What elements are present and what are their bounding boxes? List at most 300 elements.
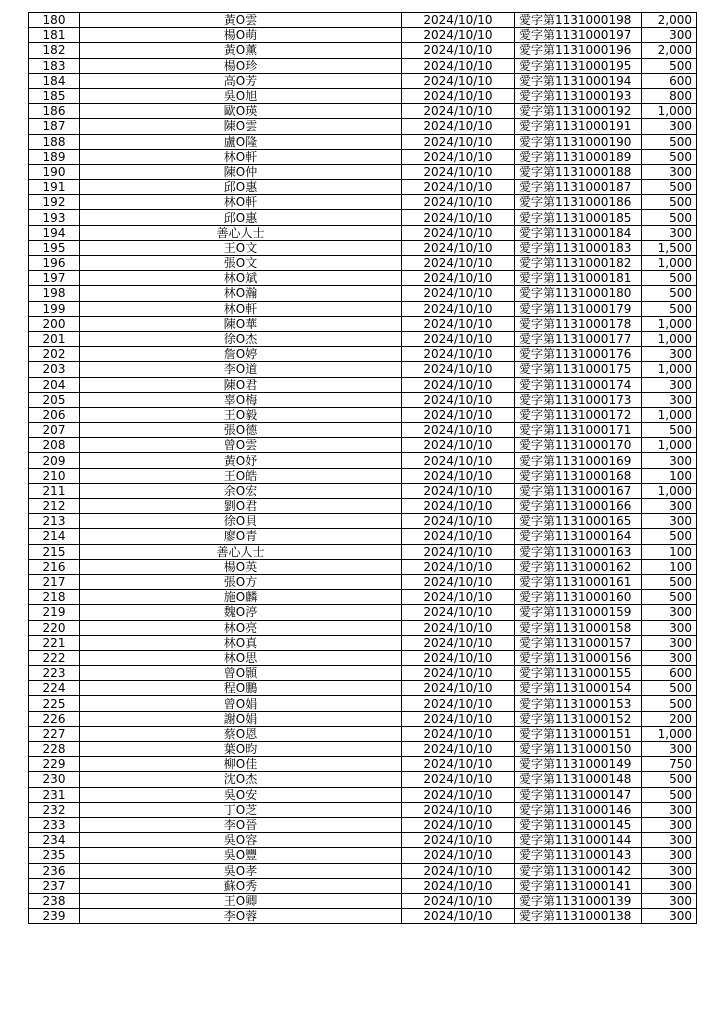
donation-date: 2024/10/10 xyxy=(402,58,515,73)
donation-date: 2024/10/10 xyxy=(402,620,515,635)
donor-name: 陳O華 xyxy=(80,316,402,331)
row-number: 182 xyxy=(29,43,80,58)
donation-amount: 500 xyxy=(642,58,697,73)
row-number: 223 xyxy=(29,666,80,681)
table-row xyxy=(29,878,697,893)
donor-name: 吳O豐 xyxy=(80,848,402,863)
receipt-number: 愛字第1131000138 xyxy=(515,909,642,924)
donor-name: 黃O妤 xyxy=(80,453,402,468)
row-number: 231 xyxy=(29,787,80,802)
row-number: 225 xyxy=(29,696,80,711)
table-row xyxy=(29,43,697,58)
row-number: 218 xyxy=(29,590,80,605)
receipt-number: 愛字第1131000139 xyxy=(515,893,642,908)
donation-amount: 300 xyxy=(642,817,697,832)
receipt-number: 愛字第1131000180 xyxy=(515,286,642,301)
donation-amount: 500 xyxy=(642,286,697,301)
donation-amount: 300 xyxy=(642,347,697,362)
receipt-number: 愛字第1131000153 xyxy=(515,696,642,711)
donation-date: 2024/10/10 xyxy=(402,256,515,271)
donation-date: 2024/10/10 xyxy=(402,225,515,240)
receipt-number: 愛字第1131000142 xyxy=(515,863,642,878)
receipt-number: 愛字第1131000187 xyxy=(515,180,642,195)
donor-name: 蔡O恩 xyxy=(80,726,402,741)
donation-date: 2024/10/10 xyxy=(402,711,515,726)
receipt-number: 愛字第1131000176 xyxy=(515,347,642,362)
donor-name: 林O軒 xyxy=(80,195,402,210)
donor-name: 葉O昀 xyxy=(80,742,402,757)
table-row xyxy=(29,286,697,301)
receipt-number: 愛字第1131000161 xyxy=(515,574,642,589)
donation-date: 2024/10/10 xyxy=(402,529,515,544)
donor-name: 王O皓 xyxy=(80,468,402,483)
donation-amount: 1,000 xyxy=(642,407,697,422)
row-number: 181 xyxy=(29,28,80,43)
donation-amount: 1,000 xyxy=(642,726,697,741)
donor-name: 王O卿 xyxy=(80,893,402,908)
table-row xyxy=(29,13,697,28)
donor-name: 程O鵬 xyxy=(80,681,402,696)
receipt-number: 愛字第1131000163 xyxy=(515,544,642,559)
receipt-number: 愛字第1131000192 xyxy=(515,104,642,119)
row-number: 200 xyxy=(29,316,80,331)
receipt-number: 愛字第1131000164 xyxy=(515,529,642,544)
donor-name: 善心人士 xyxy=(80,225,402,240)
row-number: 185 xyxy=(29,88,80,103)
table-row xyxy=(29,726,697,741)
table-row xyxy=(29,210,697,225)
donation-amount: 300 xyxy=(642,909,697,924)
donation-amount: 300 xyxy=(642,848,697,863)
donor-name: 徐O貝 xyxy=(80,514,402,529)
row-number: 212 xyxy=(29,499,80,514)
receipt-number: 愛字第1131000162 xyxy=(515,559,642,574)
row-number: 226 xyxy=(29,711,80,726)
table-row xyxy=(29,514,697,529)
donor-name: 陳O君 xyxy=(80,377,402,392)
table-row xyxy=(29,58,697,73)
receipt-number: 愛字第1131000186 xyxy=(515,195,642,210)
row-number: 186 xyxy=(29,104,80,119)
table-row xyxy=(29,833,697,848)
donor-name: 曾O雲 xyxy=(80,438,402,453)
donation-amount: 300 xyxy=(642,28,697,43)
receipt-number: 愛字第1131000152 xyxy=(515,711,642,726)
receipt-number: 愛字第1131000150 xyxy=(515,742,642,757)
row-number: 209 xyxy=(29,453,80,468)
receipt-number: 愛字第1131000175 xyxy=(515,362,642,377)
donation-amount: 300 xyxy=(642,863,697,878)
donation-date: 2024/10/10 xyxy=(402,362,515,377)
donor-name: 張O文 xyxy=(80,256,402,271)
donation-amount: 1,000 xyxy=(642,483,697,498)
donation-amount: 500 xyxy=(642,195,697,210)
donation-amount: 1,000 xyxy=(642,362,697,377)
donor-name: 林O亮 xyxy=(80,620,402,635)
table-row xyxy=(29,316,697,331)
row-number: 235 xyxy=(29,848,80,863)
row-number: 229 xyxy=(29,757,80,772)
table-row xyxy=(29,848,697,863)
receipt-number: 愛字第1131000171 xyxy=(515,423,642,438)
donor-name: 李O蓉 xyxy=(80,909,402,924)
row-number: 222 xyxy=(29,650,80,665)
table-row xyxy=(29,73,697,88)
donation-amount: 750 xyxy=(642,757,697,772)
row-number: 233 xyxy=(29,817,80,832)
table-row xyxy=(29,696,697,711)
row-number: 238 xyxy=(29,893,80,908)
receipt-number: 愛字第1131000179 xyxy=(515,301,642,316)
donation-amount: 300 xyxy=(642,605,697,620)
donation-amount: 300 xyxy=(642,164,697,179)
donation-amount: 800 xyxy=(642,88,697,103)
donor-name: 魏O渟 xyxy=(80,605,402,620)
row-number: 207 xyxy=(29,423,80,438)
receipt-number: 愛字第1131000143 xyxy=(515,848,642,863)
receipt-number: 愛字第1131000188 xyxy=(515,164,642,179)
donation-date: 2024/10/10 xyxy=(402,149,515,164)
donation-date: 2024/10/10 xyxy=(402,863,515,878)
donation-date: 2024/10/10 xyxy=(402,423,515,438)
donation-amount: 1,000 xyxy=(642,316,697,331)
donation-amount: 300 xyxy=(642,499,697,514)
table-row xyxy=(29,392,697,407)
table-row xyxy=(29,104,697,119)
receipt-number: 愛字第1131000191 xyxy=(515,119,642,134)
donation-amount: 500 xyxy=(642,301,697,316)
row-number: 239 xyxy=(29,909,80,924)
receipt-number: 愛字第1131000165 xyxy=(515,514,642,529)
donation-amount: 300 xyxy=(642,514,697,529)
receipt-number: 愛字第1131000189 xyxy=(515,149,642,164)
row-number: 180 xyxy=(29,13,80,28)
donor-name: 王O毅 xyxy=(80,407,402,422)
donation-date: 2024/10/10 xyxy=(402,787,515,802)
table-row xyxy=(29,499,697,514)
donation-date: 2024/10/10 xyxy=(402,301,515,316)
table-row xyxy=(29,438,697,453)
donation-amount: 500 xyxy=(642,772,697,787)
donation-amount: 100 xyxy=(642,559,697,574)
receipt-number: 愛字第1131000193 xyxy=(515,88,642,103)
donation-date: 2024/10/10 xyxy=(402,848,515,863)
donor-name: 黃O薰 xyxy=(80,43,402,58)
donation-date: 2024/10/10 xyxy=(402,681,515,696)
table-row xyxy=(29,88,697,103)
table-row xyxy=(29,195,697,210)
donation-amount: 300 xyxy=(642,878,697,893)
receipt-number: 愛字第1131000156 xyxy=(515,650,642,665)
receipt-number: 愛字第1131000167 xyxy=(515,483,642,498)
donation-date: 2024/10/10 xyxy=(402,605,515,620)
donor-name: 邱O惠 xyxy=(80,210,402,225)
row-number: 210 xyxy=(29,468,80,483)
receipt-number: 愛字第1131000155 xyxy=(515,666,642,681)
row-number: 194 xyxy=(29,225,80,240)
donation-date: 2024/10/10 xyxy=(402,73,515,88)
donor-name: 曾O娟 xyxy=(80,696,402,711)
donor-name: 林O斌 xyxy=(80,271,402,286)
table-row xyxy=(29,407,697,422)
receipt-number: 愛字第1131000141 xyxy=(515,878,642,893)
donation-date: 2024/10/10 xyxy=(402,817,515,832)
row-number: 228 xyxy=(29,742,80,757)
donor-name: 蘇O秀 xyxy=(80,878,402,893)
donation-date: 2024/10/10 xyxy=(402,195,515,210)
donation-amount: 500 xyxy=(642,149,697,164)
row-number: 202 xyxy=(29,347,80,362)
donation-date: 2024/10/10 xyxy=(402,544,515,559)
donor-name: 林O瀚 xyxy=(80,286,402,301)
row-number: 236 xyxy=(29,863,80,878)
table-row xyxy=(29,423,697,438)
row-number: 215 xyxy=(29,544,80,559)
row-number: 214 xyxy=(29,529,80,544)
row-number: 188 xyxy=(29,134,80,149)
donor-name: 林O軒 xyxy=(80,301,402,316)
donation-date: 2024/10/10 xyxy=(402,28,515,43)
donor-name: 歐O瑛 xyxy=(80,104,402,119)
donation-amount: 100 xyxy=(642,468,697,483)
donation-amount: 300 xyxy=(642,377,697,392)
row-number: 198 xyxy=(29,286,80,301)
donation-amount: 600 xyxy=(642,666,697,681)
donation-date: 2024/10/10 xyxy=(402,696,515,711)
donor-name: 陳O仲 xyxy=(80,164,402,179)
row-number: 237 xyxy=(29,878,80,893)
donor-name: 曾O顥 xyxy=(80,666,402,681)
donor-name: 柳O佳 xyxy=(80,757,402,772)
row-number: 208 xyxy=(29,438,80,453)
table-row xyxy=(29,453,697,468)
donation-date: 2024/10/10 xyxy=(402,119,515,134)
table-row xyxy=(29,483,697,498)
table-row xyxy=(29,362,697,377)
table-row xyxy=(29,180,697,195)
receipt-number: 愛字第1131000184 xyxy=(515,225,642,240)
receipt-number: 愛字第1131000168 xyxy=(515,468,642,483)
donor-name: 沈O杰 xyxy=(80,772,402,787)
receipt-number: 愛字第1131000185 xyxy=(515,210,642,225)
receipt-number: 愛字第1131000170 xyxy=(515,438,642,453)
donation-date: 2024/10/10 xyxy=(402,43,515,58)
row-number: 211 xyxy=(29,483,80,498)
donation-date: 2024/10/10 xyxy=(402,742,515,757)
row-number: 220 xyxy=(29,620,80,635)
table-row xyxy=(29,635,697,650)
donation-amount: 500 xyxy=(642,271,697,286)
donation-amount: 500 xyxy=(642,180,697,195)
row-number: 199 xyxy=(29,301,80,316)
donation-date: 2024/10/10 xyxy=(402,88,515,103)
table-row xyxy=(29,256,697,271)
row-number: 201 xyxy=(29,331,80,346)
row-number: 197 xyxy=(29,271,80,286)
donor-name: 施O麟 xyxy=(80,590,402,605)
donor-name: 楊O珍 xyxy=(80,58,402,73)
donor-name: 李O晉 xyxy=(80,817,402,832)
donation-date: 2024/10/10 xyxy=(402,271,515,286)
donation-table xyxy=(28,12,697,924)
table-row xyxy=(29,863,697,878)
donor-name: 吳O旭 xyxy=(80,88,402,103)
donor-name: 楊O英 xyxy=(80,559,402,574)
receipt-number: 愛字第1131000157 xyxy=(515,635,642,650)
row-number: 192 xyxy=(29,195,80,210)
donation-date: 2024/10/10 xyxy=(402,878,515,893)
donation-date: 2024/10/10 xyxy=(402,240,515,255)
donation-amount: 2,000 xyxy=(642,43,697,58)
donation-date: 2024/10/10 xyxy=(402,164,515,179)
donation-amount: 200 xyxy=(642,711,697,726)
donation-date: 2024/10/10 xyxy=(402,666,515,681)
donation-date: 2024/10/10 xyxy=(402,559,515,574)
donor-name: 林O軒 xyxy=(80,149,402,164)
row-number: 224 xyxy=(29,681,80,696)
row-number: 206 xyxy=(29,407,80,422)
table-row xyxy=(29,681,697,696)
donation-date: 2024/10/10 xyxy=(402,514,515,529)
receipt-number: 愛字第1131000194 xyxy=(515,73,642,88)
donation-amount: 300 xyxy=(642,893,697,908)
receipt-number: 愛字第1131000182 xyxy=(515,256,642,271)
donation-date: 2024/10/10 xyxy=(402,392,515,407)
donation-date: 2024/10/10 xyxy=(402,574,515,589)
receipt-number: 愛字第1131000198 xyxy=(515,13,642,28)
donation-date: 2024/10/10 xyxy=(402,590,515,605)
receipt-number: 愛字第1131000195 xyxy=(515,58,642,73)
donation-date: 2024/10/10 xyxy=(402,347,515,362)
donation-amount: 300 xyxy=(642,392,697,407)
row-number: 230 xyxy=(29,772,80,787)
donation-date: 2024/10/10 xyxy=(402,438,515,453)
donor-name: 陳O雲 xyxy=(80,119,402,134)
donation-date: 2024/10/10 xyxy=(402,331,515,346)
table-row xyxy=(29,620,697,635)
receipt-number: 愛字第1131000146 xyxy=(515,802,642,817)
receipt-number: 愛字第1131000183 xyxy=(515,240,642,255)
donation-date: 2024/10/10 xyxy=(402,180,515,195)
donation-amount: 500 xyxy=(642,787,697,802)
table-row xyxy=(29,468,697,483)
receipt-number: 愛字第1131000169 xyxy=(515,453,642,468)
donation-amount: 500 xyxy=(642,696,697,711)
donation-date: 2024/10/10 xyxy=(402,650,515,665)
donation-amount: 500 xyxy=(642,134,697,149)
receipt-number: 愛字第1131000151 xyxy=(515,726,642,741)
row-number: 193 xyxy=(29,210,80,225)
row-number: 217 xyxy=(29,574,80,589)
table-row xyxy=(29,271,697,286)
receipt-number: 愛字第1131000154 xyxy=(515,681,642,696)
receipt-number: 愛字第1131000158 xyxy=(515,620,642,635)
donation-amount: 500 xyxy=(642,590,697,605)
donor-name: 盧O隆 xyxy=(80,134,402,149)
donation-amount: 300 xyxy=(642,620,697,635)
table-row xyxy=(29,590,697,605)
table-row xyxy=(29,742,697,757)
donation-amount: 500 xyxy=(642,681,697,696)
donation-amount: 300 xyxy=(642,453,697,468)
table-row xyxy=(29,164,697,179)
donor-name: 吳O孝 xyxy=(80,863,402,878)
donor-name: 林O真 xyxy=(80,635,402,650)
receipt-number: 愛字第1131000197 xyxy=(515,28,642,43)
donation-amount: 300 xyxy=(642,225,697,240)
donation-amount: 500 xyxy=(642,529,697,544)
donation-amount: 100 xyxy=(642,544,697,559)
table-row xyxy=(29,134,697,149)
donation-amount: 300 xyxy=(642,742,697,757)
donation-amount: 300 xyxy=(642,650,697,665)
table-row xyxy=(29,787,697,802)
receipt-number: 愛字第1131000149 xyxy=(515,757,642,772)
row-number: 232 xyxy=(29,802,80,817)
donation-date: 2024/10/10 xyxy=(402,833,515,848)
donor-name: 黃O雲 xyxy=(80,13,402,28)
receipt-number: 愛字第1131000172 xyxy=(515,407,642,422)
donation-amount: 500 xyxy=(642,210,697,225)
table-row xyxy=(29,544,697,559)
donor-name: 余O宏 xyxy=(80,483,402,498)
receipt-number: 愛字第1131000144 xyxy=(515,833,642,848)
donation-date: 2024/10/10 xyxy=(402,316,515,331)
donor-name: 辜O梅 xyxy=(80,392,402,407)
receipt-number: 愛字第1131000196 xyxy=(515,43,642,58)
donation-date: 2024/10/10 xyxy=(402,909,515,924)
donation-date: 2024/10/10 xyxy=(402,483,515,498)
row-number: 221 xyxy=(29,635,80,650)
row-number: 234 xyxy=(29,833,80,848)
donor-name: 李O道 xyxy=(80,362,402,377)
table-row xyxy=(29,802,697,817)
table-row xyxy=(29,119,697,134)
table-row xyxy=(29,28,697,43)
donor-name: 張O方 xyxy=(80,574,402,589)
donor-name: 高O芳 xyxy=(80,73,402,88)
donation-date: 2024/10/10 xyxy=(402,134,515,149)
table-row xyxy=(29,757,697,772)
donation-date: 2024/10/10 xyxy=(402,635,515,650)
donation-date: 2024/10/10 xyxy=(402,210,515,225)
row-number: 213 xyxy=(29,514,80,529)
donor-name: 謝O娟 xyxy=(80,711,402,726)
donor-name: 廖O青 xyxy=(80,529,402,544)
donor-name: 林O思 xyxy=(80,650,402,665)
row-number: 205 xyxy=(29,392,80,407)
donation-amount: 300 xyxy=(642,802,697,817)
row-number: 227 xyxy=(29,726,80,741)
table-row xyxy=(29,893,697,908)
donation-amount: 500 xyxy=(642,423,697,438)
row-number: 204 xyxy=(29,377,80,392)
table-row xyxy=(29,377,697,392)
receipt-number: 愛字第1131000190 xyxy=(515,134,642,149)
donation-date: 2024/10/10 xyxy=(402,893,515,908)
row-number: 195 xyxy=(29,240,80,255)
donation-amount: 1,000 xyxy=(642,331,697,346)
receipt-number: 愛字第1131000166 xyxy=(515,499,642,514)
donation-amount: 2,000 xyxy=(642,13,697,28)
receipt-number: 愛字第1131000173 xyxy=(515,392,642,407)
table-row xyxy=(29,650,697,665)
receipt-number: 愛字第1131000159 xyxy=(515,605,642,620)
table-row xyxy=(29,605,697,620)
donation-date: 2024/10/10 xyxy=(402,757,515,772)
donation-date: 2024/10/10 xyxy=(402,499,515,514)
table-row xyxy=(29,347,697,362)
